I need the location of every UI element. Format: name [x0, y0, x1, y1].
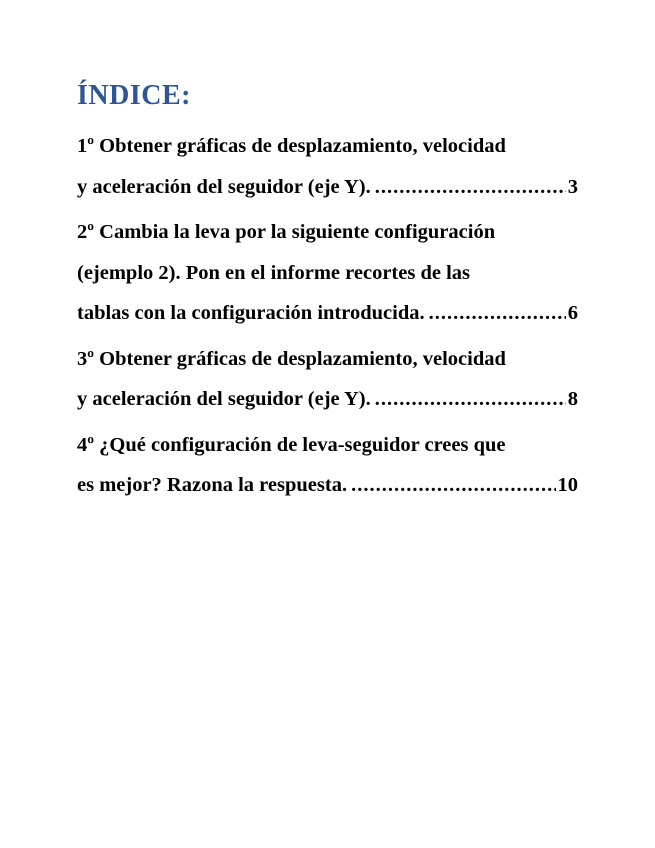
dot-leader [351, 465, 555, 506]
toc-entry-text: tablas con la configuración introducida. [77, 302, 425, 324]
toc-entry-line [77, 339, 578, 380]
dot-leader [375, 379, 566, 420]
toc-entry-line [77, 167, 578, 208]
toc-entry-4[interactable] [77, 425, 578, 506]
toc-list [77, 126, 578, 511]
toc-entry-1[interactable] [77, 126, 578, 207]
toc-page-number: 8 [567, 388, 578, 410]
toc-entry-text: 4º ¿Qué configuración de leva-seguidor crees que [77, 433, 506, 456]
toc-entry-text: y aceleración del seguidor (eje Y). [77, 388, 371, 410]
toc-entry-line [77, 212, 578, 253]
toc-entry-text: es mejor? Razona la respuesta. [77, 474, 348, 496]
toc-page-number: 3 [567, 175, 578, 198]
toc-entry-line [77, 253, 578, 294]
toc-entry-line [77, 293, 578, 334]
dot-leader [375, 167, 566, 208]
toc-entry-text: y aceleración del seguidor (eje Y). [77, 175, 371, 198]
toc-heading: ÍNDICE: [77, 80, 191, 111]
toc-entry-text: 1º Obtener gráficas de desplazamiento, velocidad [77, 135, 506, 157]
toc-entry-line [77, 465, 578, 506]
toc-entry-3[interactable] [77, 339, 578, 420]
toc-page-number: 6 [567, 302, 578, 324]
toc-entry-text: (ejemplo 2). Pon en el informe recortes de las [77, 261, 470, 284]
toc-entry-line [77, 126, 578, 167]
toc-entry-line [77, 379, 578, 420]
dot-leader [429, 293, 566, 334]
toc-entry-line [77, 425, 578, 466]
toc-entry-2[interactable] [77, 212, 578, 334]
toc-entry-text: 3º Obtener gráficas de desplazamiento, velocidad [77, 347, 506, 370]
toc-entry-text: 2º Cambia la leva por la siguiente configuración [77, 221, 496, 243]
toc-page-number: 10 [557, 474, 578, 496]
